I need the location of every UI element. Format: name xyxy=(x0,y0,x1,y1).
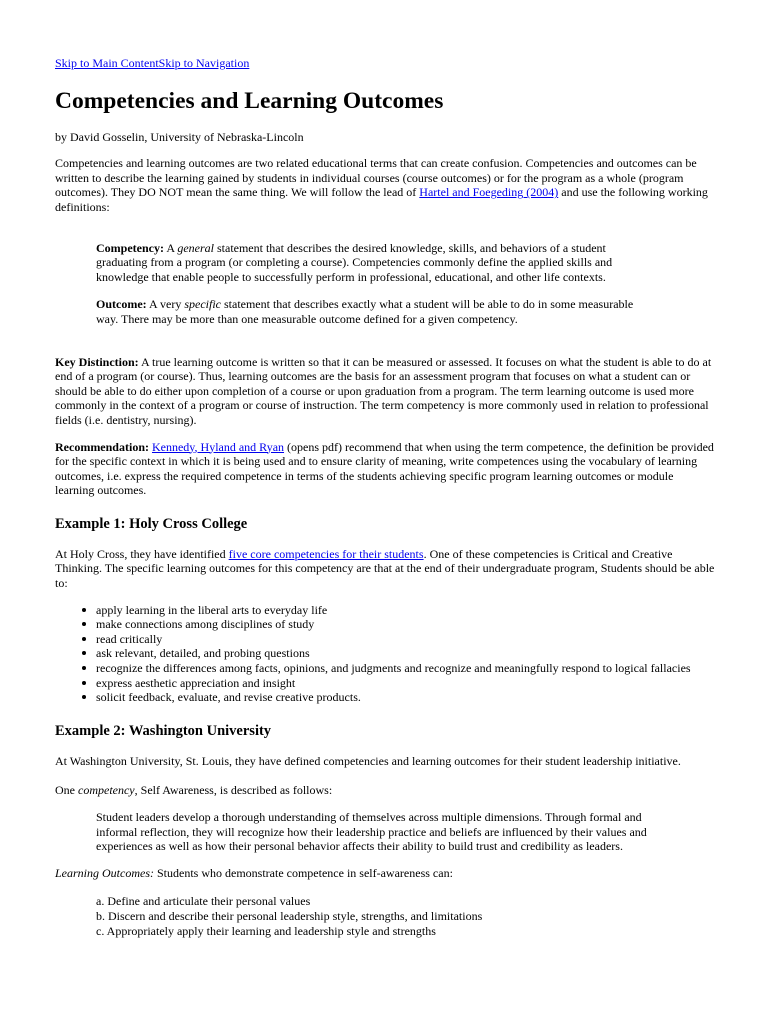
recommendation-label: Recommendation: xyxy=(55,439,149,454)
outcome-definition xyxy=(96,297,656,326)
competency-label: Competency: xyxy=(96,240,164,255)
competency-definition xyxy=(96,241,656,285)
example1-text-before: At Holy Cross, they have identified xyxy=(55,546,229,561)
example2-outcomes-list xyxy=(96,894,715,938)
kennedy-hyland-ryan-link[interactable]: Kennedy, Hyland and Ryan xyxy=(151,439,285,454)
outcome-label: Outcome: xyxy=(96,297,147,312)
list-item: a. Define and articulate their personal values xyxy=(96,894,311,909)
learning-outcomes-label: Learning Outcomes: xyxy=(55,865,154,880)
page-title: Competencies and Learning Outcomes xyxy=(55,87,444,114)
example2-competency-line xyxy=(55,783,715,798)
list-item: ask relevant, detailed, and probing questions xyxy=(96,646,715,661)
skip-links xyxy=(55,56,715,71)
example2-intro: At Washington University, St. Louis, they have defined competencies and learning outcomes for their student leadership initiative. xyxy=(55,753,681,768)
list-item: b. Discern and describe their personal leadership style, strengths, and limitations xyxy=(96,908,483,923)
list-item: apply learning in the liberal arts to everyday life xyxy=(96,603,715,618)
intro-paragraph xyxy=(55,156,715,214)
recommendation-text: (opens pdf) recommend that when using the term competence, the definition be provided for the specific context in which it is being used and to ensure clarity of meaning, write competences using the vocabulary of learning outcomes, i.e. express the required competence in terms of the students achieving specific program learning outcomes or module learning outcomes. xyxy=(55,439,714,498)
example2-competency-emphasis: competency xyxy=(78,783,135,798)
example2-one-pre: One xyxy=(55,783,78,798)
example2-one-post: , Self Awareness, is described as follows: xyxy=(134,783,333,798)
skip-to-main-content-link[interactable]: Skip to Main Content xyxy=(55,56,159,70)
example1-text-after: . One of these competencies is Critical and Creative Thinking. The specific learning outcomes for this competency are that at the end of their undergraduate program, Students should be able to: xyxy=(55,546,715,591)
learning-outcomes-text: Students who demonstrate competence in self-awareness can: xyxy=(154,865,453,880)
intro-text-after: and use the following working definitions: xyxy=(55,185,708,214)
list-item: recognize the differences among facts, opinions, and judgments and recognize and meaningfully respond to logical fallacies xyxy=(96,661,715,676)
example2-heading: Example 2: Washington University xyxy=(55,722,272,739)
outcome-emphasis: specific xyxy=(184,297,221,312)
competency-text-post: statement that describes the desired knowledge, skills, and behaviors of a student graduating from a program (or completing a course). Competencies commonly define the applied skills and knowledge that enable people to successfully perform in professional, educational, and other life contexts. xyxy=(96,240,613,284)
definitions-block xyxy=(96,241,656,327)
skip-to-navigation-link[interactable]: Skip to Navigation xyxy=(158,56,250,70)
byline: by David Gosselin, University of Nebraska-Lincoln xyxy=(55,129,304,144)
key-distinction-text: A true learning outcome is written so that it can be measured or assessed. It focuses on what the student is able to do at end of a program (or course). Thus, learning outcomes are the basis for an assessment program that focuses on what a student can or should be able to do either upon completion of a course or upon graduation from a program. The term learning outcome is used more commonly in the context of a program or course of instruction. The term competency is more commonly used in relation to professional fields (i.e. dentistry, nursing). xyxy=(55,354,712,427)
key-distinction-paragraph xyxy=(55,355,715,428)
recommendation-paragraph xyxy=(55,440,715,498)
competency-text-pre: A xyxy=(163,240,178,255)
list-item: make connections among disciplines of study xyxy=(96,617,715,632)
outcome-text-pre: A very xyxy=(146,297,185,312)
five-core-competencies-link[interactable]: five core competencies for their students xyxy=(228,546,424,561)
self-awareness-description: Student leaders develop a thorough understanding of themselves across multiple dimensions. Through formal and informal reflection, they will recognize how their leadership practice and beliefs are influenced by their values and experiences as well as how their personal behavior affects their ability to build trust and credibility as leaders. xyxy=(96,810,647,854)
key-distinction-label: Key Distinction: xyxy=(55,354,139,369)
example1-outcomes-list xyxy=(55,603,715,705)
learning-outcomes-line xyxy=(55,866,715,881)
hartel-foegeding-link[interactable]: Hartel and Foegeding (2004) xyxy=(419,185,559,200)
page-content xyxy=(55,0,715,938)
competency-emphasis: general xyxy=(177,240,214,255)
list-item: read critically xyxy=(96,632,715,647)
list-item: solicit feedback, evaluate, and revise creative products. xyxy=(96,690,715,705)
example1-heading: Example 1: Holy Cross College xyxy=(55,515,248,532)
list-item: c. Appropriately apply their learning and leadership style and strengths xyxy=(96,923,436,938)
list-item: express aesthetic appreciation and insight xyxy=(96,676,715,691)
intro-text-before: Competencies and learning outcomes are two related educational terms that can create confusion. Competencies and outcomes can be written to describe the learning gained by students in individual courses (course outcomes) or for the program as a whole (program outcomes). They DO NOT mean the same thing. We will follow the lead of xyxy=(55,156,697,200)
example1-intro xyxy=(55,547,715,591)
outcome-text-post: statement that describes exactly what a student will be able to do in some measurable way. There may be more than one measurable outcome defined for a given competency. xyxy=(96,297,634,326)
